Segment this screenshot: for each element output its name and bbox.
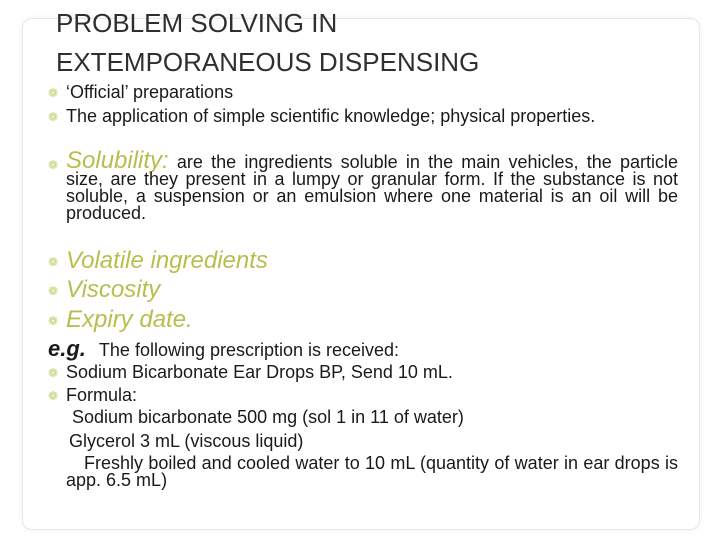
bullet-formula-text: Formula: <box>66 385 138 405</box>
bullet-application <box>48 108 678 125</box>
solubility-label: Solubility: <box>66 147 169 174</box>
title-line-2: EXTEMPORANEOUS DISPENSING <box>56 47 480 77</box>
bullet-application-text: The application of simple scientific knowledge; physical properties. <box>66 106 596 126</box>
bullet-icon: ❁ <box>48 284 59 298</box>
formula-line-1: Sodium bicarbonate 500 mg (sol 1 in 11 of water) <box>72 407 464 427</box>
bullet-viscosity <box>48 276 678 304</box>
bullet-official <box>48 84 678 101</box>
bullet-icon: ❁ <box>48 158 59 172</box>
bullet-expiry <box>48 306 678 334</box>
example-label: e.g. <box>48 336 86 361</box>
solubility-body: are the ingredients soluble in the main vehicles, the particle size, are they present in a lumpy or granular form. If the substance is not soluble, a suspension or an emulsion where one material is an oil will be produced. <box>66 152 678 223</box>
bullet-sodium-text: Sodium Bicarbonate Ear Drops BP, Send 10 mL. <box>66 362 453 382</box>
bullet-volatile <box>48 247 678 275</box>
bullet-icon: ❁ <box>48 255 59 269</box>
bullet-solubility <box>48 147 678 223</box>
bullet-formula <box>48 385 678 406</box>
title-line-1: PROBLEM SOLVING IN <box>56 8 338 38</box>
formula-line-3: Freshly boiled and cooled water to 10 mL (quantity of water in ear drops is app. 6.5 mL) <box>66 453 678 490</box>
bullet-icon: ❁ <box>48 389 59 403</box>
bullet-icon: ❁ <box>48 110 59 124</box>
slide-title <box>56 4 656 82</box>
bullet-solubility-text <box>66 147 678 223</box>
bullet-volatile-text: Volatile ingredients <box>66 247 268 274</box>
bullet-icon: ❁ <box>48 86 59 100</box>
bullet-sodium <box>48 362 678 383</box>
bullet-icon: ❁ <box>48 366 59 380</box>
bullet-icon: ❁ <box>48 314 59 328</box>
bullet-expiry-text: Expiry date. <box>66 306 193 333</box>
bullet-viscosity-text: Viscosity <box>66 276 161 303</box>
bullet-official-text: ‘Official’ preparations <box>66 82 234 102</box>
formula-line-2: Glycerol 3 mL (viscous liquid) <box>69 431 304 451</box>
example-line <box>48 338 399 361</box>
example-intro: The following prescription is received: <box>98 340 400 360</box>
